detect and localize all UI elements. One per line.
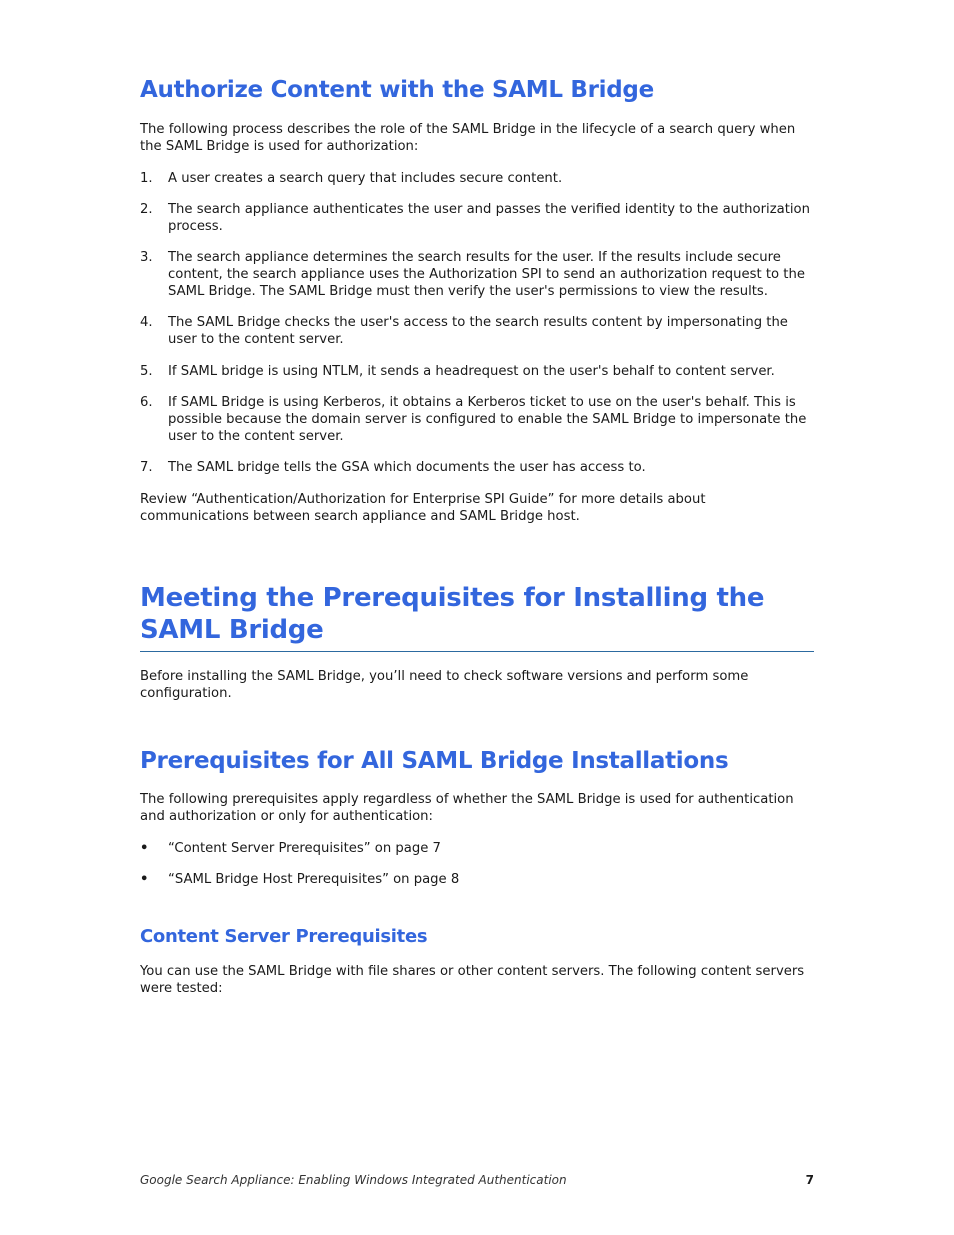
step-number: 6. (140, 395, 153, 410)
cross-reference-link[interactable]: “Content Server Prerequisites” on page 7 (168, 841, 441, 856)
step-text: The search appliance determines the search results for the user. If the results include secure content, the search appliance uses the Authorization SPI to send an authorization request to the SAML Bridge. The SAML Bridge must then verify the user's permissions to view the results. (168, 250, 805, 300)
bullet-item-content-server[interactable] (140, 840, 814, 857)
cross-reference-link[interactable]: “SAML Bridge Host Prerequisites” on page 8 (168, 872, 460, 887)
process-step-7 (140, 459, 814, 476)
process-step-1 (140, 170, 814, 187)
process-step-6 (140, 394, 814, 446)
heading-underline-rule (140, 651, 814, 652)
step-number: 7. (140, 460, 153, 475)
bullet-icon: • (140, 841, 149, 856)
process-step-2 (140, 201, 814, 235)
step-text: The search appliance authenticates the user and passes the verified identity to the authorization process. (168, 202, 810, 235)
step-text: If SAML bridge is using NTLM, it sends a headrequest on the user's behalf to content server. (168, 364, 775, 379)
footer-document-title: Google Search Appliance: Enabling Windows Integrated Authentication (140, 1173, 567, 1187)
meeting-intro-paragraph: Before installing the SAML Bridge, you’ll need to check software versions and perform some configuration. (140, 669, 749, 702)
review-paragraph: Review “Authentication/Authorization for Enterprise SPI Guide” for more details about communications between search appliance and SAML Bridge host. (140, 492, 706, 525)
heading-authorize-content: Authorize Content with the SAML Bridge (140, 77, 654, 103)
step-text: The SAML Bridge checks the user's access to the search results content by impersonating the user to the content server. (168, 315, 788, 348)
step-text: A user creates a search query that includes secure content. (168, 171, 563, 186)
prerequisites-intro-paragraph: The following prerequisites apply regardless of whether the SAML Bridge is used for authentication and authorization or only for authentication: (140, 792, 794, 825)
step-text: The SAML bridge tells the GSA which documents the user has access to. (168, 460, 646, 475)
heading-prerequisites-all: Prerequisites for All SAML Bridge Installations (140, 748, 729, 774)
process-step-3 (140, 249, 814, 301)
heading-content-server-prerequisites: Content Server Prerequisites (140, 926, 428, 947)
heading-line-1: Meeting the Prerequisites for Installing the (140, 583, 765, 613)
process-step-4 (140, 314, 814, 348)
bullet-item-saml-host[interactable] (140, 871, 814, 888)
bullet-icon: • (140, 872, 149, 887)
step-number: 1. (140, 171, 153, 186)
step-text: If SAML Bridge is using Kerberos, it obtains a Kerberos ticket to use on the user's behalf. This is possible because the domain server is configured to enable the SAML Bridge to impersonate the user to the content server. (168, 395, 807, 445)
step-number: 3. (140, 250, 153, 265)
step-number: 4. (140, 315, 153, 330)
process-step-5 (140, 363, 814, 380)
footer-page-number: 7 (805, 1173, 814, 1187)
step-number: 2. (140, 202, 153, 217)
step-number: 5. (140, 364, 153, 379)
authorize-intro-paragraph: The following process describes the role of the SAML Bridge in the lifecycle of a search query when the SAML Bridge is used for authorization: (140, 122, 796, 155)
content-server-intro-paragraph: You can use the SAML Bridge with file shares or other content servers. The following content servers were tested: (140, 964, 805, 997)
heading-meeting-prerequisites (140, 582, 814, 646)
heading-line-2: SAML Bridge (140, 615, 324, 645)
